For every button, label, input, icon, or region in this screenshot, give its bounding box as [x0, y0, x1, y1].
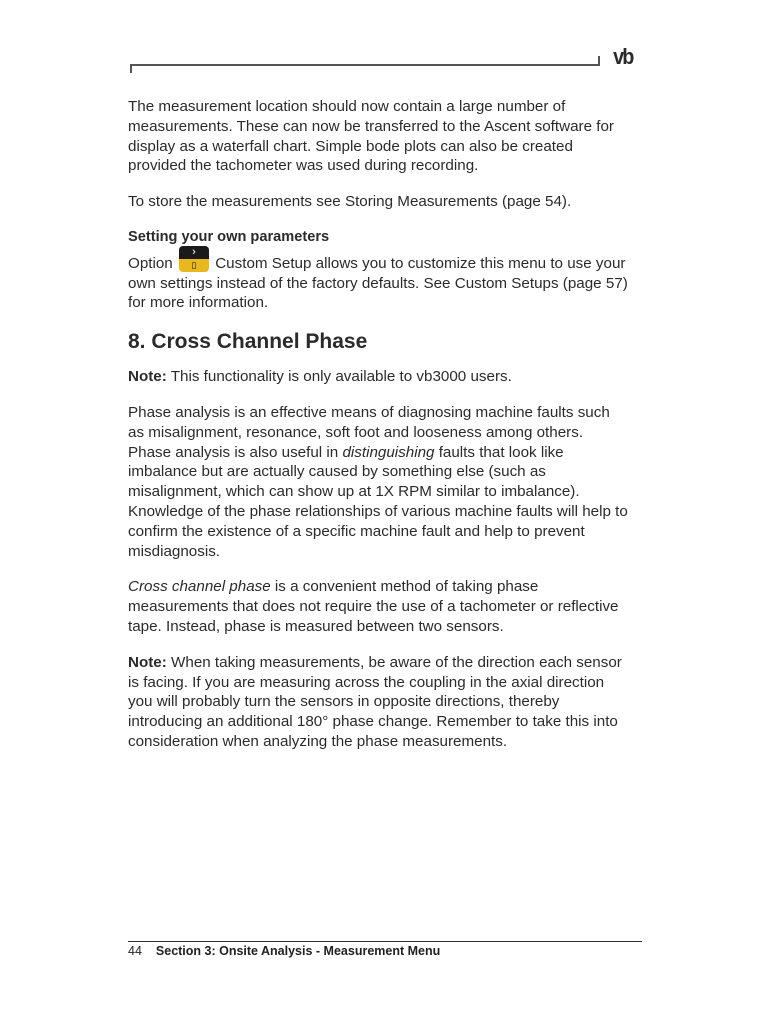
custom-setup-text: Custom Setup allows you to customize this menu to use your own settings instead of the factory defaults. See Custom Setups (page 57) for more information. [128, 254, 628, 312]
section-title: 8. Cross Channel Phase [128, 330, 368, 354]
paragraph-custom-setup [128, 245, 628, 313]
cross-channel-text: is a convenient method of taking phase measurements that does not require the use of a tachometer or reflective tape. Instead, phase is measured between two sensors. [128, 578, 619, 635]
paragraph-waterfall: The measurement location should now contain a large number of measurements. These can now be transferred to the Ascent software for display as a waterfall chart. Simple bode plots can also be created provided the tachometer was used during recording. [128, 98, 614, 175]
paragraph-phase-analysis [128, 403, 628, 561]
phase-text-a: Phase analysis is an effective means of diagnosing machine faults such as misalignment, resonance, soft foot and looseness among others. Phase analysis is also useful in [128, 403, 610, 461]
cross-channel-italic: Cross channel phase [128, 578, 271, 596]
header-rule [130, 64, 600, 66]
page-content [128, 97, 628, 768]
note2-label: Note: [128, 653, 167, 671]
subheading-own-parameters: Setting your own parameters [128, 228, 330, 245]
header-tick-left [130, 64, 132, 73]
note2-text: When taking measurements, be aware of the direction each sensor is facing. If you are measuring across the coupling in the axial direction you will probably turn the sensors in opposite directions, thereby introducing an additional 180° phase change. Remember to take this into consideration when analyzing the phase measurements. [128, 653, 622, 750]
footer [128, 944, 440, 958]
header-tick-right [598, 56, 600, 66]
key-top-arrow: › [179, 246, 209, 259]
vb-logo: vb [613, 44, 633, 69]
footer-section-title: Section 3: Onsite Analysis - Measurement Menu [155, 944, 441, 958]
note-vb3000 [128, 367, 628, 387]
note-text: This functionality is only available to vb3000 users. [166, 368, 512, 386]
page-number: 44 [128, 944, 142, 958]
note-direction [128, 653, 628, 752]
option-key-icon [179, 246, 209, 272]
footer-rule [128, 941, 642, 942]
key-bottom-symbol: ▯ [179, 259, 209, 272]
paragraph-storing: To store the measurements see Storing Measurements (page 54). [128, 193, 572, 211]
phase-text-italic: distinguishing [342, 443, 435, 461]
option-word: Option [128, 254, 173, 272]
phase-text-b: faults that look like imbalance but are actually caused by something else (such as misalignment, which can show up at 1X RPM similar to imbalance). Knowledge of the phase relationships of various machine faults will help to confirm the existence of a specific machine fault and help to prevent misdiagnosis. [128, 443, 628, 560]
paragraph-cross-channel [128, 577, 628, 636]
note-label: Note: [128, 368, 167, 386]
